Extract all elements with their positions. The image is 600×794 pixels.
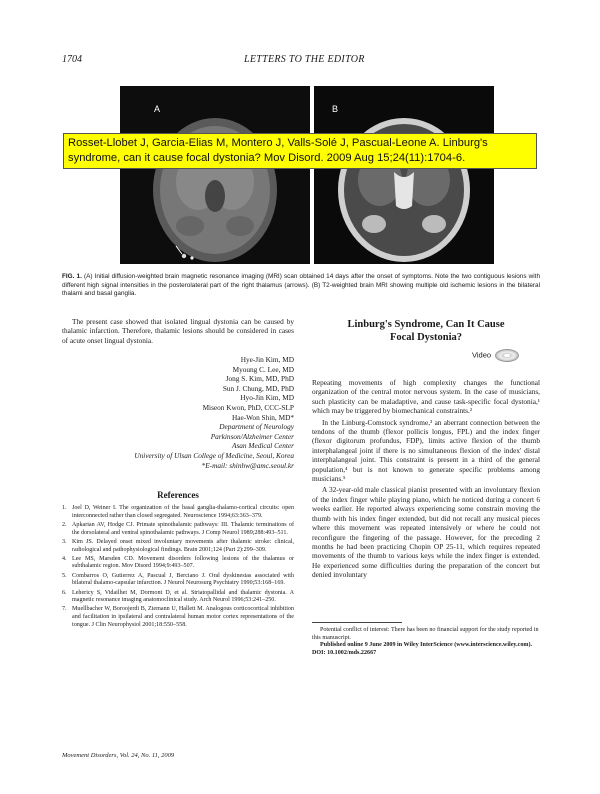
author-name: Myoung C. Lee, MD <box>232 364 294 374</box>
author-name: Hae-Won Shin, MD* <box>231 412 294 422</box>
video-disc-icon <box>495 349 519 362</box>
page-number: 1704 <box>62 54 82 65</box>
article-title <box>312 318 540 344</box>
panel-b-label: B <box>332 104 339 114</box>
body-paragraph: Repeating movements of high complexity changes the functional organization of the central motor nervous system. In the case of musicians, such plasticity can be maladaptive, and cause task-specific focal dystonia,¹ which may be triggered by biomechanical constraints.² <box>312 378 540 416</box>
figure-caption-text: (A) Initial diffusion-weighted brain magnetic resonance imaging (MRI) scan obtained 14 days after the onset of symptoms. Note the two contiguous lesions with different high signal intensities in the posterolateral part of the right thalamus (arrows). (B) T2-weighted brain MRI showing multiple old ischemic lesions in the bilateral thalami and basal ganglia. <box>62 273 540 298</box>
conclusion-paragraph <box>62 317 294 347</box>
journal-footer: Movement Disorders, Vol. 24, No. 11, 2009 <box>62 752 175 759</box>
body-paragraph: In the Linburg-Comstock syndrome,³ an aberrant connection between the tendons of the thumb (flexor pollicis longus, FPL) and the index finger (flexor digitorum profundus, FDP), limits active flexion of the thumb interphalangeal joint if there is no simultaneous flexion of the index' distal interphalangeal joint. This constraint is present in a third of the general population,⁴ but is not known to generate specific problems among musicians.⁵ <box>312 417 540 484</box>
reference-list <box>62 505 294 631</box>
footnote-divider <box>312 622 402 623</box>
footnote-conflict: Potential conflict of interest: There has been no financial support for the study reported in this manuscript. <box>312 627 539 641</box>
figure-caption <box>62 273 540 299</box>
references-heading: References <box>157 490 199 500</box>
footnotes <box>312 627 540 657</box>
mri-b-drawing <box>314 86 494 264</box>
citation-banner: Rosset-Llobet J, Garcia-Elias M, Montero J, Valls-Solé J, Pascual-Leone A. Linburg's syndrome, can it cause focal dystonia? Mov Disord. 2009 Aug 15;24(11):1704-6. <box>63 133 537 169</box>
reference-item: 4. Lee MS, Marsden CD. Movement disorders following lesions of the thalamus or subthalamic region. Mov Disord 1994;9:493–507. <box>62 555 294 570</box>
affiliation-line: Department of Neurology <box>219 422 294 432</box>
mri-image-b <box>314 86 494 264</box>
video-link[interactable] <box>472 349 519 362</box>
reference-item: 5. Combarros O, Gutierrez A, Pascual J, Berciano J. Oral dyskinesias associated with bilateral thalamo-capsular infarction. J Neurol Neurosurg Psychiatry 1990;53:168–169. <box>62 572 294 587</box>
affiliation-line: University of Ulsan College of Medicine, Seoul, Korea <box>134 450 294 460</box>
mri-image-a <box>120 86 310 264</box>
video-label: Video <box>472 350 492 360</box>
reference-item: 2. Apkarian AV, Hodge CJ. Primate spinothalamic pathways: III. Thalamic terminations of the dorsolateral and ventral spinothalamic pathways. J Comp Neurol 1989;288:493–511. <box>62 521 294 536</box>
body-paragraph: A 32-year-old male classical pianist presented with an involuntary flexion of the index finger while playing piano, which he noticed during a concert 6 weeks earlier. He reported always experiencing some constrain moving the thumb with his index finger extended, but did not recall any musical pieces where this movement was repeated intensively or where he could not reconfigure the fingering of the passage. However, for the preceding 2 months he had been practicing Chopin OP 25-11, which requires repeated movements of the thumb to various keys while the index finger is extended. He experienced some difficulties during the preparation of the concert but denied involuntary <box>312 485 540 580</box>
affiliation-line: Parkinson/Alzheimer Center <box>210 431 294 441</box>
mri-a-drawing <box>120 86 310 264</box>
conclusion-text: The present case showed that isolated lingual dystonia can be caused by thalamic infarction. Therefore, thalamic lesions should be considered in cases of acute onset lingual dystonia. <box>62 317 294 345</box>
author-name: Sun J. Chung, MD, PhD <box>222 383 294 393</box>
author-name: Jong S. Kim, MD, PhD <box>225 374 294 384</box>
author-name: Hye-Jin Kim, MD <box>240 355 294 364</box>
figure-caption-label: FIG. 1. <box>62 273 82 280</box>
author-signature <box>62 355 294 470</box>
reference-item: 1. Joel D, Weiner I. The organization of the basal ganglia-thalamo-cortical circuits: open interconnected rather than closed segregated. Neuroscience 1994;63:363–379. <box>62 505 294 519</box>
reference-item: 6. Lehericy S, Vidailhet M, Dormont D, et al. Striatopallidal and thalamic dystonia. A magnetic resonance imaging anatomoclinical study. Arch Neurol 1996;53:241–250. <box>62 589 294 604</box>
reference-item: 7. Muellbacher W, Boroojerdi B, Ziemann U, Hallett M. Analogous corticocortical inhibition and facilitation in ipsilateral and contralateral human motor cortex representations of the tongue. J Clin Neurophysiol 2001;18:550–558. <box>62 606 294 628</box>
author-email: *E-mail: shinhw@amc.seoul.kr <box>201 460 294 470</box>
author-name: Hyo-Jin Kim, MD <box>240 393 294 403</box>
footnote-published: Published online 9 June 2009 in Wiley InterScience (www.interscience.wiley.com). DOI: 10.1002/mds.22667 <box>312 642 533 656</box>
affiliation-line: Asan Medical Center <box>231 441 294 451</box>
panel-a-label: A <box>154 104 161 114</box>
running-title: LETTERS TO THE EDITOR <box>244 54 365 65</box>
reference-item: 3. Kim JS. Delayed onset mixed involuntary movements after thalamic stroke: clinical, radiological and pathophysiological findings. Brain 2001;124 (Part 2):299–309. <box>62 538 294 553</box>
article-body <box>312 378 540 582</box>
article-title-line: Linburg's Syndrome, Can It Cause <box>347 319 505 330</box>
author-name: Miseon Kwon, PhD, CCC-SLP <box>202 402 294 412</box>
article-title-line: Focal Dystonia? <box>389 332 463 343</box>
